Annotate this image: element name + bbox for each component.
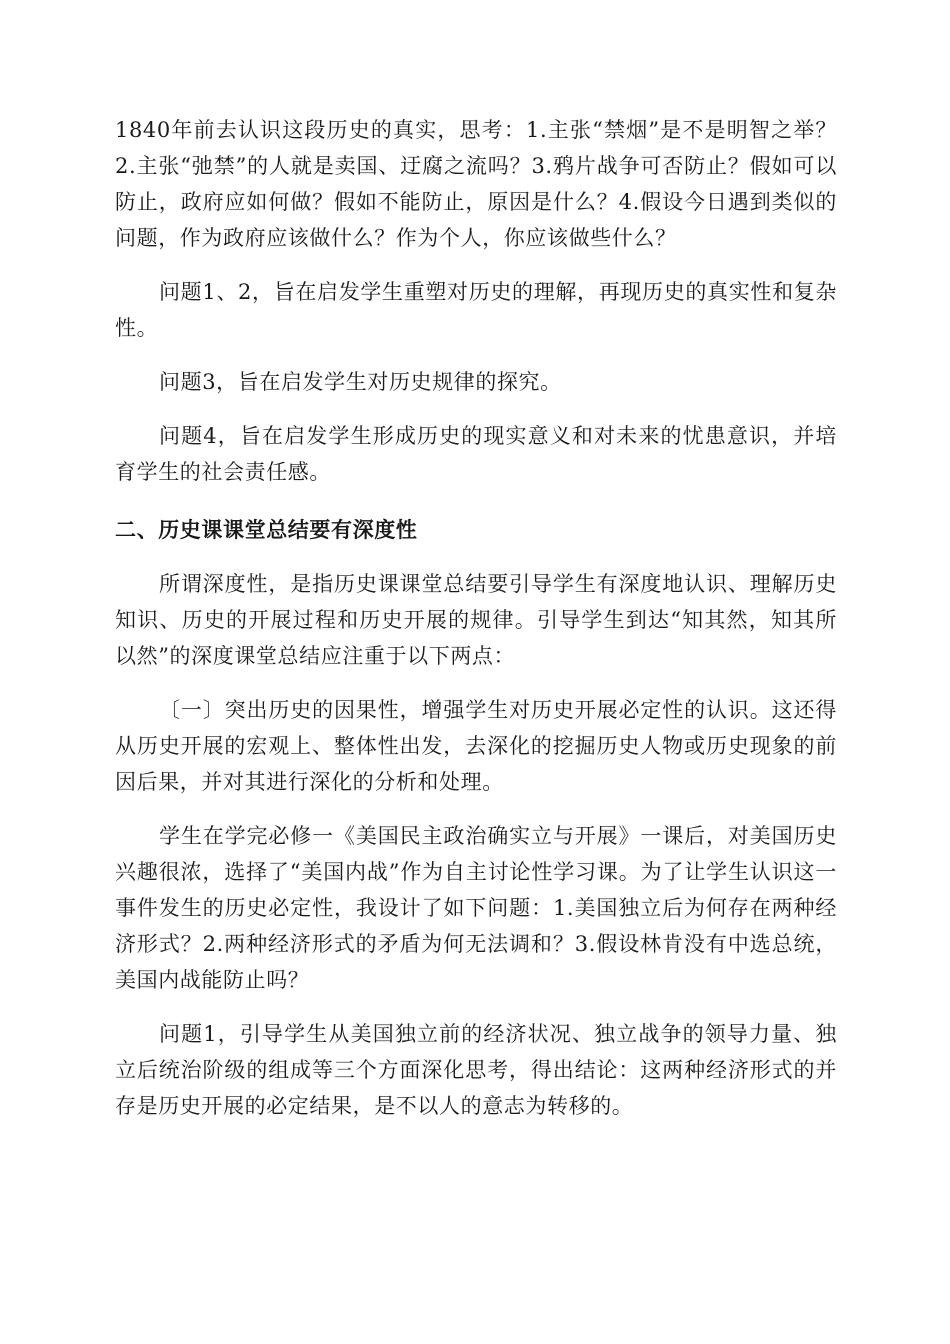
paragraph-continuation: 1840年前去认识这段历史的真实，思考：1.主张“禁烟”是不是明智之举？2.主张“弛禁”的人就是卖国、迂腐之流吗？3.鸦片战争可否防止？假如可以防止，政府应如何做？假如不能防止，原因是什么？4.假设今日遇到类似的问题，作为政府应该做什么？作为个人，你应该做些什么？ bbox=[115, 118, 837, 250]
paragraph-question-1-analysis: 问题1，引导学生从美国独立前的经济状况、独立战争的领导力量、独立后统治阶级的组成等三个方面深化思考，得出结论：这两种经济形式的并存是历史开展的必定结果，是不以人的意志为转移的。 bbox=[115, 1022, 837, 1118]
paragraph-depth-definition: 所谓深度性，是指历史课课堂总结要引导学生有深度地认识、理解历史知识、历史的开展过程和历史开展的规律。引导学生到达“知其然，知其所以然”的深度课堂总结应注重于以下两点： bbox=[115, 572, 837, 668]
paragraph-example: 学生在学完必修一《美国民主政治确实立与开展》一课后，对美国历史兴趣很浓，选择了“美国内战”作为自主讨论性学习课。为了让学生认识这一事件发生的历史必定性，我设计了如下问题：1.美国独立后为何存在两种经济形式？2.两种经济形式的矛盾为何无法调和？3.假设林肯没有中选总统，美国内战能防止吗？ bbox=[115, 824, 837, 992]
document-body bbox=[115, 112, 837, 1124]
paragraph-question-4: 问题4，旨在启发学生形成历史的现实意义和对未来的忧患意识，并培育学生的社会责任感。 bbox=[115, 424, 837, 484]
paragraph-point-one: 〔一〕突出历史的因果性，增强学生对历史开展必定性的认识。这还得从历史开展的宏观上、整体性出发，去深化的挖掘历史人物或历史现象的前因后果，并对其进行深化的分析和处理。 bbox=[115, 698, 837, 794]
paragraph-question-3: 问题3，旨在启发学生对历史规律的探究。 bbox=[159, 370, 562, 394]
section-heading: 二、历史课课堂总结要有深度性 bbox=[115, 518, 418, 542]
paragraph-question-1-2: 问题1、2，旨在启发学生重塑对历史的理解，再现历史的真实性和复杂性。 bbox=[115, 280, 837, 340]
